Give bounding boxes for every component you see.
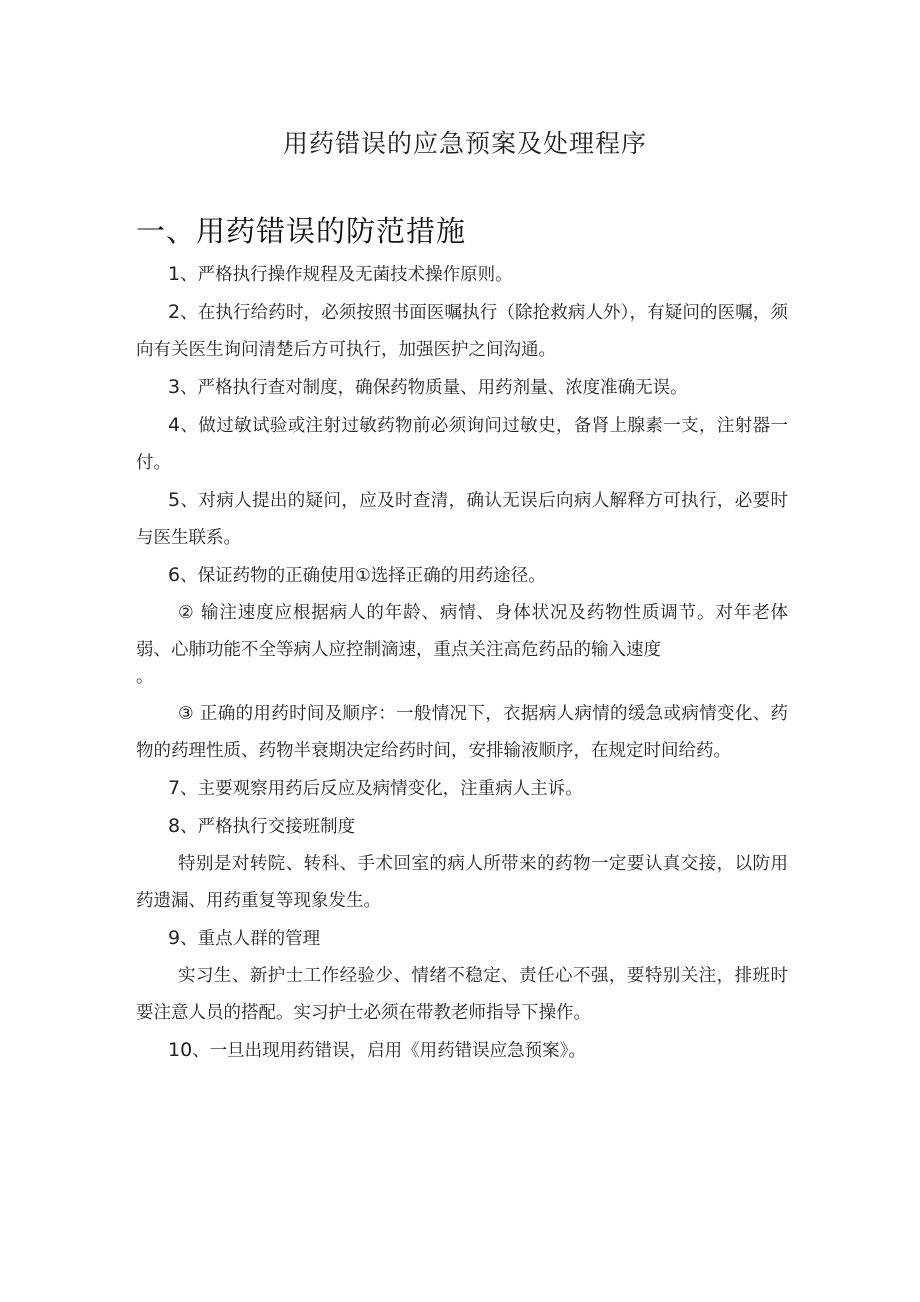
item-text: 、重点人群的管理 (180, 929, 321, 949)
item-text: 、对病人提出的疑问，应及时查清，确认无误后向病人解释方可执行，必要时与医生联系。 (136, 491, 788, 548)
list-item (136, 256, 788, 294)
item-text: 、在执行给药时，必须按照书面医嘱执行（除抢救病人外），有疑问的医嘱，须向有关医生询问清楚后方可执行，加强医护之间沟通。 (136, 303, 788, 360)
sub-item: ② 输注速度应根据病人的年龄、病情、身体状况及药物性质调节。对年老体弱、心肺功能不全等病人应控制滴速，重点关注高危药品的输入速度 (136, 603, 788, 660)
item-number: 2 (168, 301, 181, 323)
item-number: 6 (168, 564, 181, 586)
item-number: 10 (168, 1039, 193, 1061)
item-number: 7 (168, 777, 181, 799)
item-text: 、做过敏试验或注射过敏药物前必须询问过敏史，备肾上腺素一支，注射器一付。 (136, 416, 788, 473)
item-body: 特别是对转院、转科、手术回室的病人所带来的药物一定要认真交接，以防用药遗漏、用药重复等现象发生。 (136, 854, 788, 911)
item-number: 4 (168, 414, 181, 436)
item-number: 9 (168, 927, 181, 949)
item-text: 、严格执行交接班制度 (180, 817, 356, 837)
item-number: 3 (168, 376, 181, 398)
section-heading: 一、用药错误的防范措施 (136, 214, 467, 248)
item-number: 8 (168, 815, 181, 837)
sub-item: ③ 正确的用药时间及顺序：一般情况下，衣据病人病情的缓急或病情变化、药物的药理性质、药物半衰期决定给药时间，安排输液顺序，在规定时间给药。 (136, 704, 788, 761)
item-text: 、一旦出现用药错误，启用《用药错误应急预案》。 (192, 1041, 586, 1061)
item-text: 、主要观察用药后反应及病情变化，注重病人主诉。 (180, 779, 583, 799)
item-text: 、严格执行操作规程及无菌技术操作原则。 (180, 265, 513, 285)
list-item (136, 482, 788, 557)
list-item (136, 1032, 788, 1070)
list-item (136, 920, 788, 958)
item-text: 、严格执行查对制度，确保药物质量、用药剂量、浓度准确无误。 (180, 378, 688, 398)
document-title: 用药错误的应急预案及处理程序 (282, 129, 647, 158)
item-number: 5 (168, 489, 181, 511)
item-number: 1 (168, 263, 181, 285)
list-item (136, 369, 788, 407)
list-item (136, 294, 788, 369)
document-body (136, 256, 788, 1070)
list-item (136, 557, 788, 595)
list-item (136, 407, 788, 482)
list-item (136, 808, 788, 846)
item-body: 实习生、新护士工作经验少、情绪不稳定、责任心不强，要特别关注，排班时要注意人员的搭配。实习护士必须在带教老师指导下操作。 (136, 966, 788, 1023)
item-text: 、保证药物的正确使用①选择正确的用药途径。 (180, 566, 546, 586)
sub-item-tail: 。 (136, 667, 154, 687)
list-item (136, 770, 788, 808)
